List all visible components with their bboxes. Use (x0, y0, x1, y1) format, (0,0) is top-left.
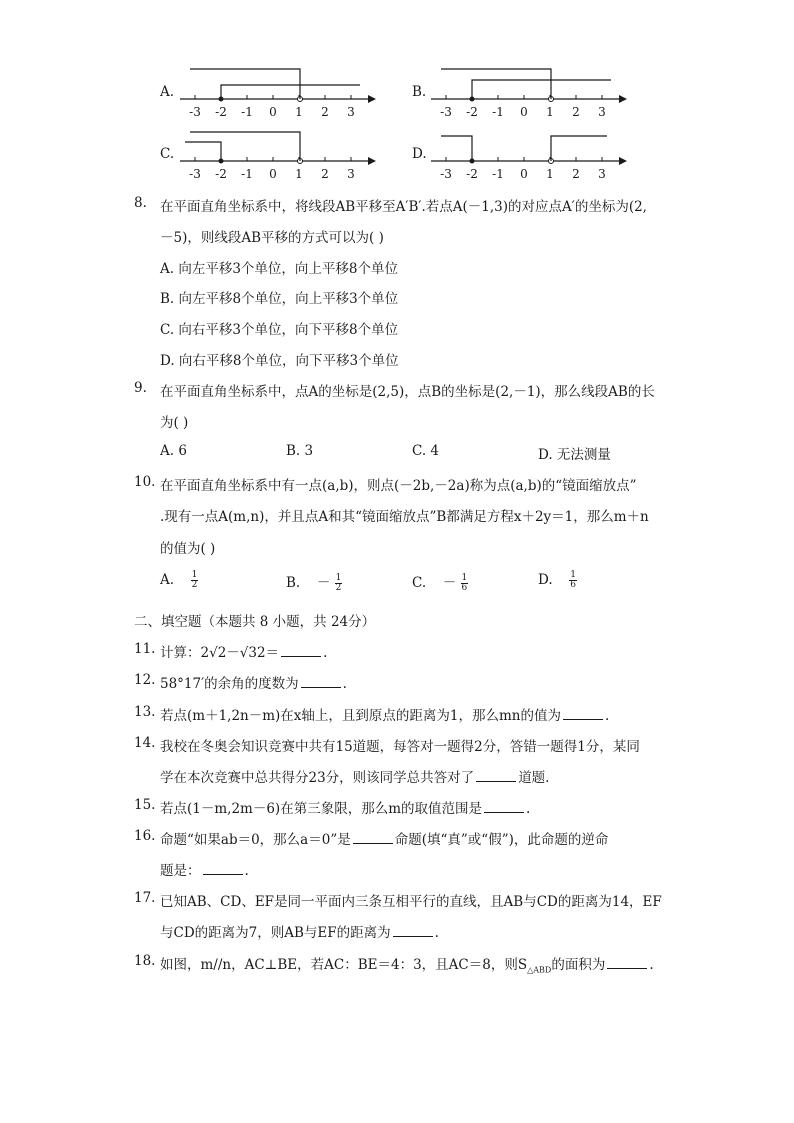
question-text: 与CD的距离为7，则AB与EF的距离为 . (160, 925, 439, 941)
question-text: .现有一点A(m,n)，并且点A和其“镜面缩放点”B都满足方程x＋2y＝1，那么m＋n (160, 509, 649, 525)
question-text: 在平面直角坐标系中，点A的坐标是(2,5)，点B的坐标是(2,－1)，那么线段AB的长 (160, 384, 655, 400)
question-text: 在平面直角坐标系中有一点(a,b)，则点(－2b,－2a)称为点(a,b)的“镜面缩放点” (160, 478, 637, 494)
tick-label: 2 (321, 105, 329, 119)
tick-label: -3 (440, 167, 452, 181)
tick-label: -3 (189, 105, 201, 119)
question-text: 题是： . (160, 863, 249, 879)
tick-label: 0 (269, 105, 277, 119)
option[interactable]: A. 向左平移3个单位，向上平移8个单位 (160, 261, 399, 277)
option-b[interactable] (286, 571, 342, 593)
numberline-c-svg (180, 126, 380, 186)
question-text: 我校在冬奥会知识竞赛中共有15道题，每答对一题得2分，答错一题得1分，某同 (160, 739, 640, 755)
question-text: 已知AB、CD、EF是同一平面内三条互相平行的直线，且AB与CD的距离为14，EF (160, 894, 662, 910)
option[interactable]: D. 向右平移8个单位，向下平移3个单位 (160, 353, 399, 369)
answer-blank[interactable] (484, 800, 524, 813)
option[interactable]: B. 3 (286, 443, 314, 459)
option-letter-c: C. (160, 146, 175, 162)
question-number: 8. (134, 195, 147, 211)
answer-blank[interactable] (203, 862, 243, 875)
fraction: $\frac{1}{6}$ (461, 573, 468, 593)
question-number: 12. (134, 672, 156, 688)
tick-label: 1 (546, 105, 554, 119)
question-text: 如图，m//n，AC⊥BE，若AC：BE＝4：3，且AC＝8，则$S_{\triangle ABD}$的面积为 . (160, 957, 654, 975)
option-sign: － (442, 575, 457, 591)
tick-label: -2 (215, 105, 227, 119)
tick-label: -1 (241, 167, 253, 181)
question-text: 命题“如果ab＝0，那么a＝0”是 命题(填“真”或“假”)，此命题的逆命 (160, 832, 609, 848)
section-heading: 二、填空题（本题共 8 小题，共 24分） (134, 614, 376, 630)
option-a[interactable] (160, 571, 198, 590)
tick-label: 3 (347, 167, 355, 181)
question-number: 11. (134, 641, 156, 657)
question-number: 13. (134, 704, 156, 720)
answer-blank[interactable] (393, 924, 433, 937)
question-text: 为( ) (160, 415, 189, 431)
fraction: $\frac{1}{2}$ (335, 573, 342, 593)
fraction: $\frac{1}{6}$ (570, 570, 576, 590)
option-letter-d: D. (412, 146, 427, 162)
numberline-a-svg (180, 64, 380, 124)
fraction: $\frac{1}{2}$ (191, 570, 198, 590)
tick-label: 3 (598, 105, 606, 119)
tick-label: 2 (572, 105, 580, 119)
question-text: 58°17′的余角的度数为 . (160, 676, 347, 692)
answer-blank[interactable] (301, 675, 341, 688)
tick-label: -2 (466, 167, 478, 181)
answer-blank[interactable] (476, 769, 516, 782)
tick-label: -2 (466, 105, 478, 119)
question-text: 学在本次竞赛中总共得分23分，则该同学总共答对了 道题. (160, 770, 550, 786)
option-letter: A. (160, 572, 175, 588)
option-letter: C. (412, 575, 427, 591)
option[interactable]: A. 6 (160, 443, 187, 459)
option-letter-b: B. (412, 84, 427, 100)
tick-label: 0 (269, 167, 277, 181)
option-sign: － (316, 575, 331, 591)
question-text: 计算：2√2－√32＝ . (160, 645, 328, 661)
question-number: 9. (134, 380, 147, 396)
tick-label: 0 (520, 167, 528, 181)
option-letter-a: A. (160, 84, 175, 100)
option-letter: D. (538, 572, 553, 588)
tick-label: -1 (492, 105, 504, 119)
question-text: 在平面直角坐标系中，将线段AB平移至A′B′.若点A(－1,3)的对应点A′的坐标为(2, (160, 199, 647, 215)
tick-label: 3 (598, 167, 606, 181)
question-number: 18. (134, 953, 156, 969)
tick-label: 1 (295, 105, 303, 119)
question-number: 10. (134, 474, 156, 490)
option-letter: B. (286, 575, 301, 591)
tick-label: 1 (546, 167, 554, 181)
question-number: 17. (134, 890, 156, 906)
answer-blank[interactable] (607, 956, 647, 969)
option[interactable]: D. 无法测量 (538, 447, 611, 463)
option[interactable]: B. 向左平移8个单位，向上平移3个单位 (160, 291, 399, 307)
question-number: 16. (134, 828, 156, 844)
question-number: 15. (134, 797, 156, 813)
question-number: 14. (134, 735, 156, 751)
tick-label: 1 (295, 167, 303, 181)
tick-label: -3 (189, 167, 201, 181)
numberline-b-svg (431, 64, 631, 124)
option[interactable]: C. 向右平移3个单位，向下平移8个单位 (160, 322, 399, 338)
tick-label: -1 (492, 167, 504, 181)
tick-label: 3 (347, 105, 355, 119)
question-text: 若点(m＋1,2n－m)在x轴上，且到原点的距离为1，那么mn的值为 . (160, 708, 610, 724)
tick-label: -1 (241, 105, 253, 119)
question-text: 若点(1－m,2m－6)在第三象限，那么m的取值范围是 . (160, 801, 531, 817)
tick-label: -2 (215, 167, 227, 181)
tick-label: 0 (520, 105, 528, 119)
tick-label: -3 (440, 105, 452, 119)
question-text: －5)，则线段AB平移的方式可以为( ) (160, 230, 384, 246)
numberline-d-svg (431, 126, 631, 186)
tick-label: 2 (572, 167, 580, 181)
answer-blank[interactable] (353, 831, 393, 844)
answer-blank[interactable] (281, 644, 321, 657)
option-d[interactable] (538, 571, 577, 590)
answer-blank[interactable] (563, 707, 603, 720)
option-c[interactable] (412, 571, 468, 593)
tick-label: 2 (321, 167, 329, 181)
option[interactable]: C. 4 (412, 443, 440, 459)
question-text: 的值为( ) (160, 541, 216, 557)
